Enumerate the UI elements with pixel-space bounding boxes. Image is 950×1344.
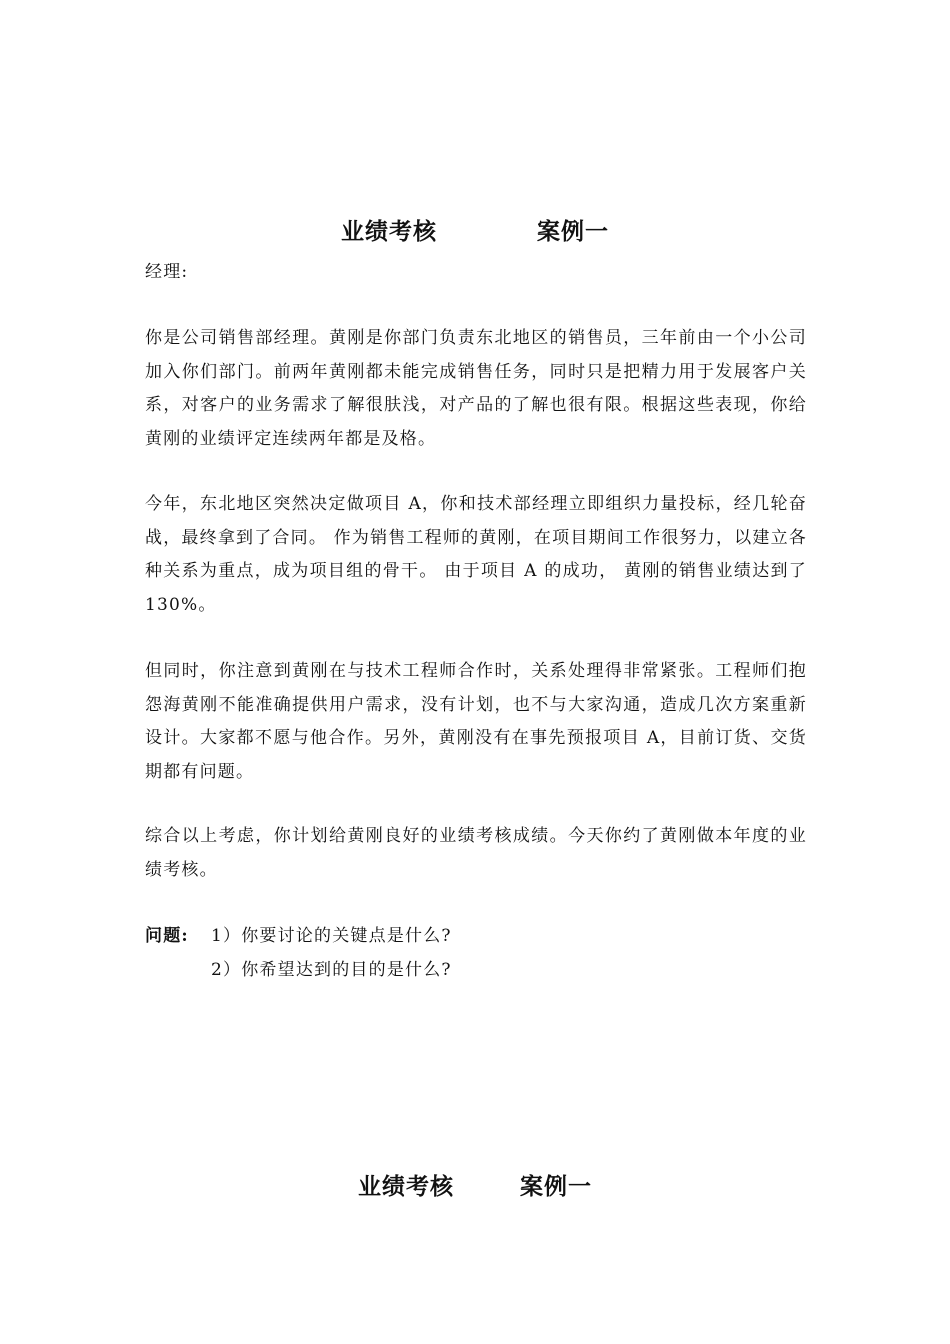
question-item: 2）你希望达到的目的是什么? [211,959,452,980]
question-indent [145,954,211,988]
title-topic: 业绩考核 [341,218,437,245]
paragraph-conclusion: 综合以上考虑，你计划给黄刚良好的业绩考核成绩。今天你约了黄刚做本年度的业绩考核。 [145,826,807,880]
salutation: 经理: [145,262,189,282]
questions-label: 问题: [145,926,189,946]
question-item: 1）你要讨论的关键点是什么? [211,926,452,946]
question-row [145,920,452,954]
question-row [145,954,452,988]
footer-title [0,1168,950,1201]
footer-title-topic: 业绩考核 [358,1173,454,1200]
page-title [0,213,950,246]
questions-block [145,920,452,987]
title-case: 案例一 [537,218,609,245]
paragraph-background: 你是公司销售部经理。黄刚是你部门负责东北地区的销售员，三年前由一个小公司加入你们部门。前两年黄刚都未能完成销售任务，同时只是把精力用于发展客户关系，对客户的业务需求了解很肤浅，对产品的了解也很有限。根据这些表现，你给黄刚的业绩评定连续两年都是及格。 [145,328,807,449]
footer-title-case: 案例一 [520,1173,592,1200]
paragraph-project-a: 今年，东北地区突然决定做项目 A，你和技术部经理立即组织力量投标，经几轮奋战，最终拿到了合同。 作为销售工程师的黄刚，在项目期间工作很努力，以建立各种关系为重点，成为项目组的骨干。 由于项目 A 的成功， 黄刚的销售业绩达到了 130%。 [145,494,807,615]
paragraph-issues: 但同时，你注意到黄刚在与技术工程师合作时，关系处理得非常紧张。工程师们抱怨海黄刚不能准确提供用户需求，没有计划，也不与大家沟通，造成几次方案重新设计。大家都不愿与他合作。另外，黄刚没有在事先预报项目 A，目前订货、交货期都有问题。 [145,661,807,782]
